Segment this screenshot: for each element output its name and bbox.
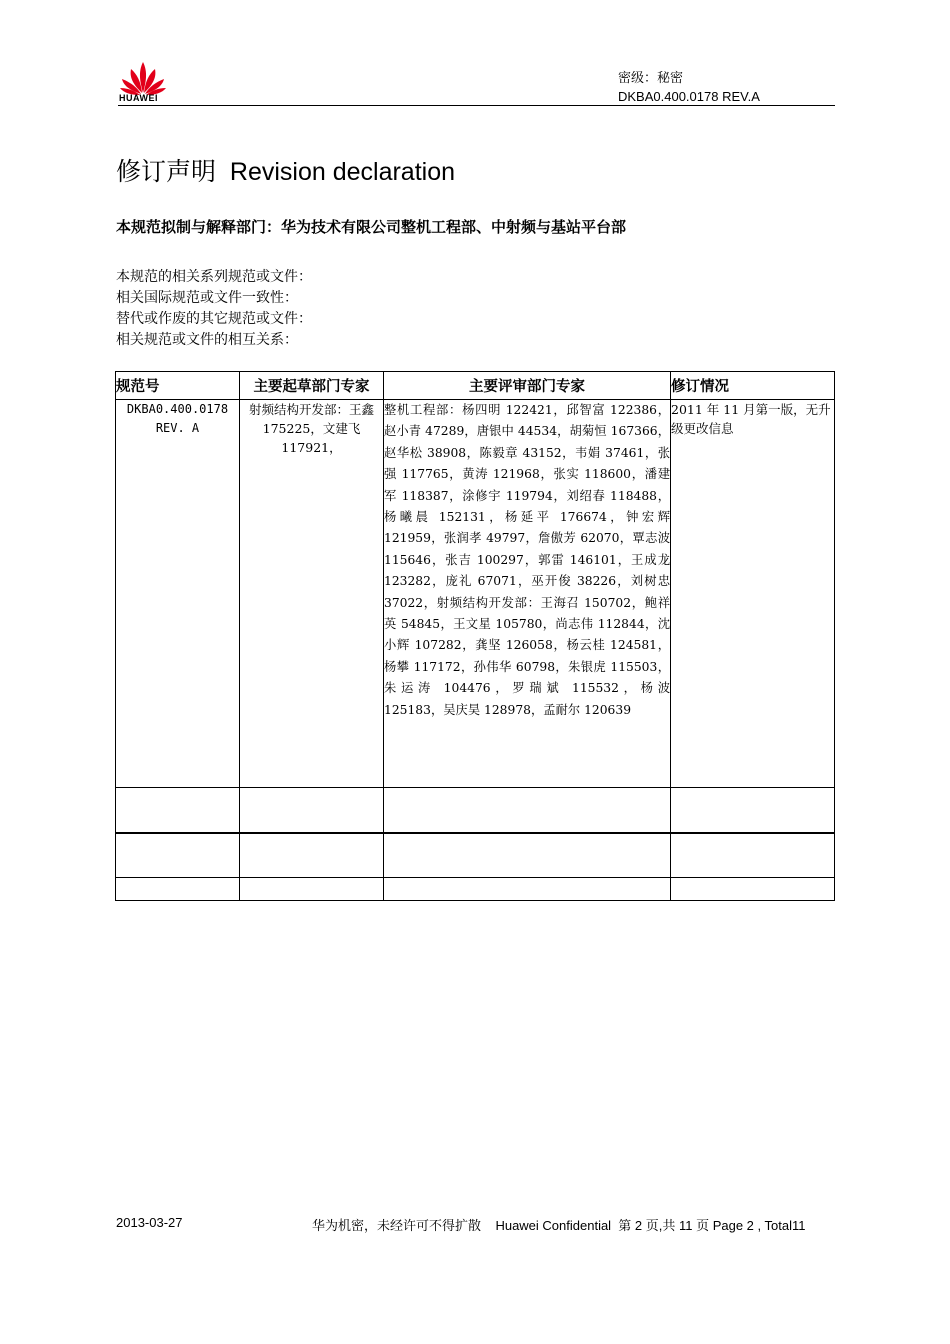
page-title: 修订声明 Revision declaration xyxy=(116,158,456,186)
table-row-empty xyxy=(116,833,835,878)
footer-date: 2013-03-27 xyxy=(116,1215,183,1230)
header-divider xyxy=(118,105,835,106)
security-level: 密级：秘密 xyxy=(618,70,684,85)
cell-drafters: 射频结构开发部：王鑫 175225，文建飞 117921， xyxy=(240,400,384,788)
cell-reviewers: 整机工程部：杨四明 122421，邱智富 122386，赵小青 47289，唐银中 44534，胡菊恒 167366，赵华松 38908，陈毅章 43152，韦娟 37461，张强 117765，黄涛 121968，张实 118600，潘建军 118387，涂修宇 119794，刘绍春 118488，杨曦晨 152131，杨延平 176674，钟宏辉 121959，张润孝 49797，詹傲芳 62070，覃志波 115646，张吉 100297，郭雷 146101，王成龙 123282，庞礼 67071，巫开俊 38226，刘树忠 37022，射频结构开发部：王海召 150702，鲍祥英 54845，王文星 105780，尚志伟 112844，沈小辉 107282，龚坚 126058，杨云桂 124581，杨攀 117172，孙伟华 60798，朱银虎 115503，朱运涛 104476，罗瑞斌 115532，杨波 125183，吴庆昊 128978，孟耐尔 120639 xyxy=(384,400,671,788)
table-row-empty xyxy=(116,788,835,834)
table-row xyxy=(116,400,835,788)
footer-confidential: 华为机密，未经许可不得扩散 Huawei Confidential 第 2 页,共 11 页 Page 2 , Total11 xyxy=(312,1218,806,1233)
cell-revision: 2011 年 11 月第一版，无升级更改信息 xyxy=(671,400,835,788)
header-drafters: 主要起草部门专家 xyxy=(240,372,384,400)
revision-table xyxy=(115,371,835,901)
header-spec-no: 规范号 xyxy=(116,372,240,400)
header-meta xyxy=(618,68,760,106)
table-row-empty xyxy=(116,878,835,901)
doc-number: DKBA0.400.0178 REV.A xyxy=(618,89,760,104)
intro-line: 本规范的相关系列规范或文件： xyxy=(116,269,312,285)
intro-line: 替代或作废的其它规范或文件： xyxy=(116,311,312,327)
department-statement: 本规范拟制与解释部门：华为技术有限公司整机工程部、中射频与基站平台部 xyxy=(116,218,627,236)
intro-list xyxy=(116,267,312,351)
cell-spec-no: DKBA0.400.0178 REV. A xyxy=(116,400,240,788)
header-revision: 修订情况 xyxy=(671,372,835,400)
logo-text: HUAWEI xyxy=(119,93,158,103)
table-header-row xyxy=(116,372,835,400)
intro-line: 相关国际规范或文件一致性： xyxy=(116,290,298,306)
intro-line: 相关规范或文件的相互关系： xyxy=(116,332,298,348)
header-reviewers: 主要评审部门专家 xyxy=(384,372,671,400)
